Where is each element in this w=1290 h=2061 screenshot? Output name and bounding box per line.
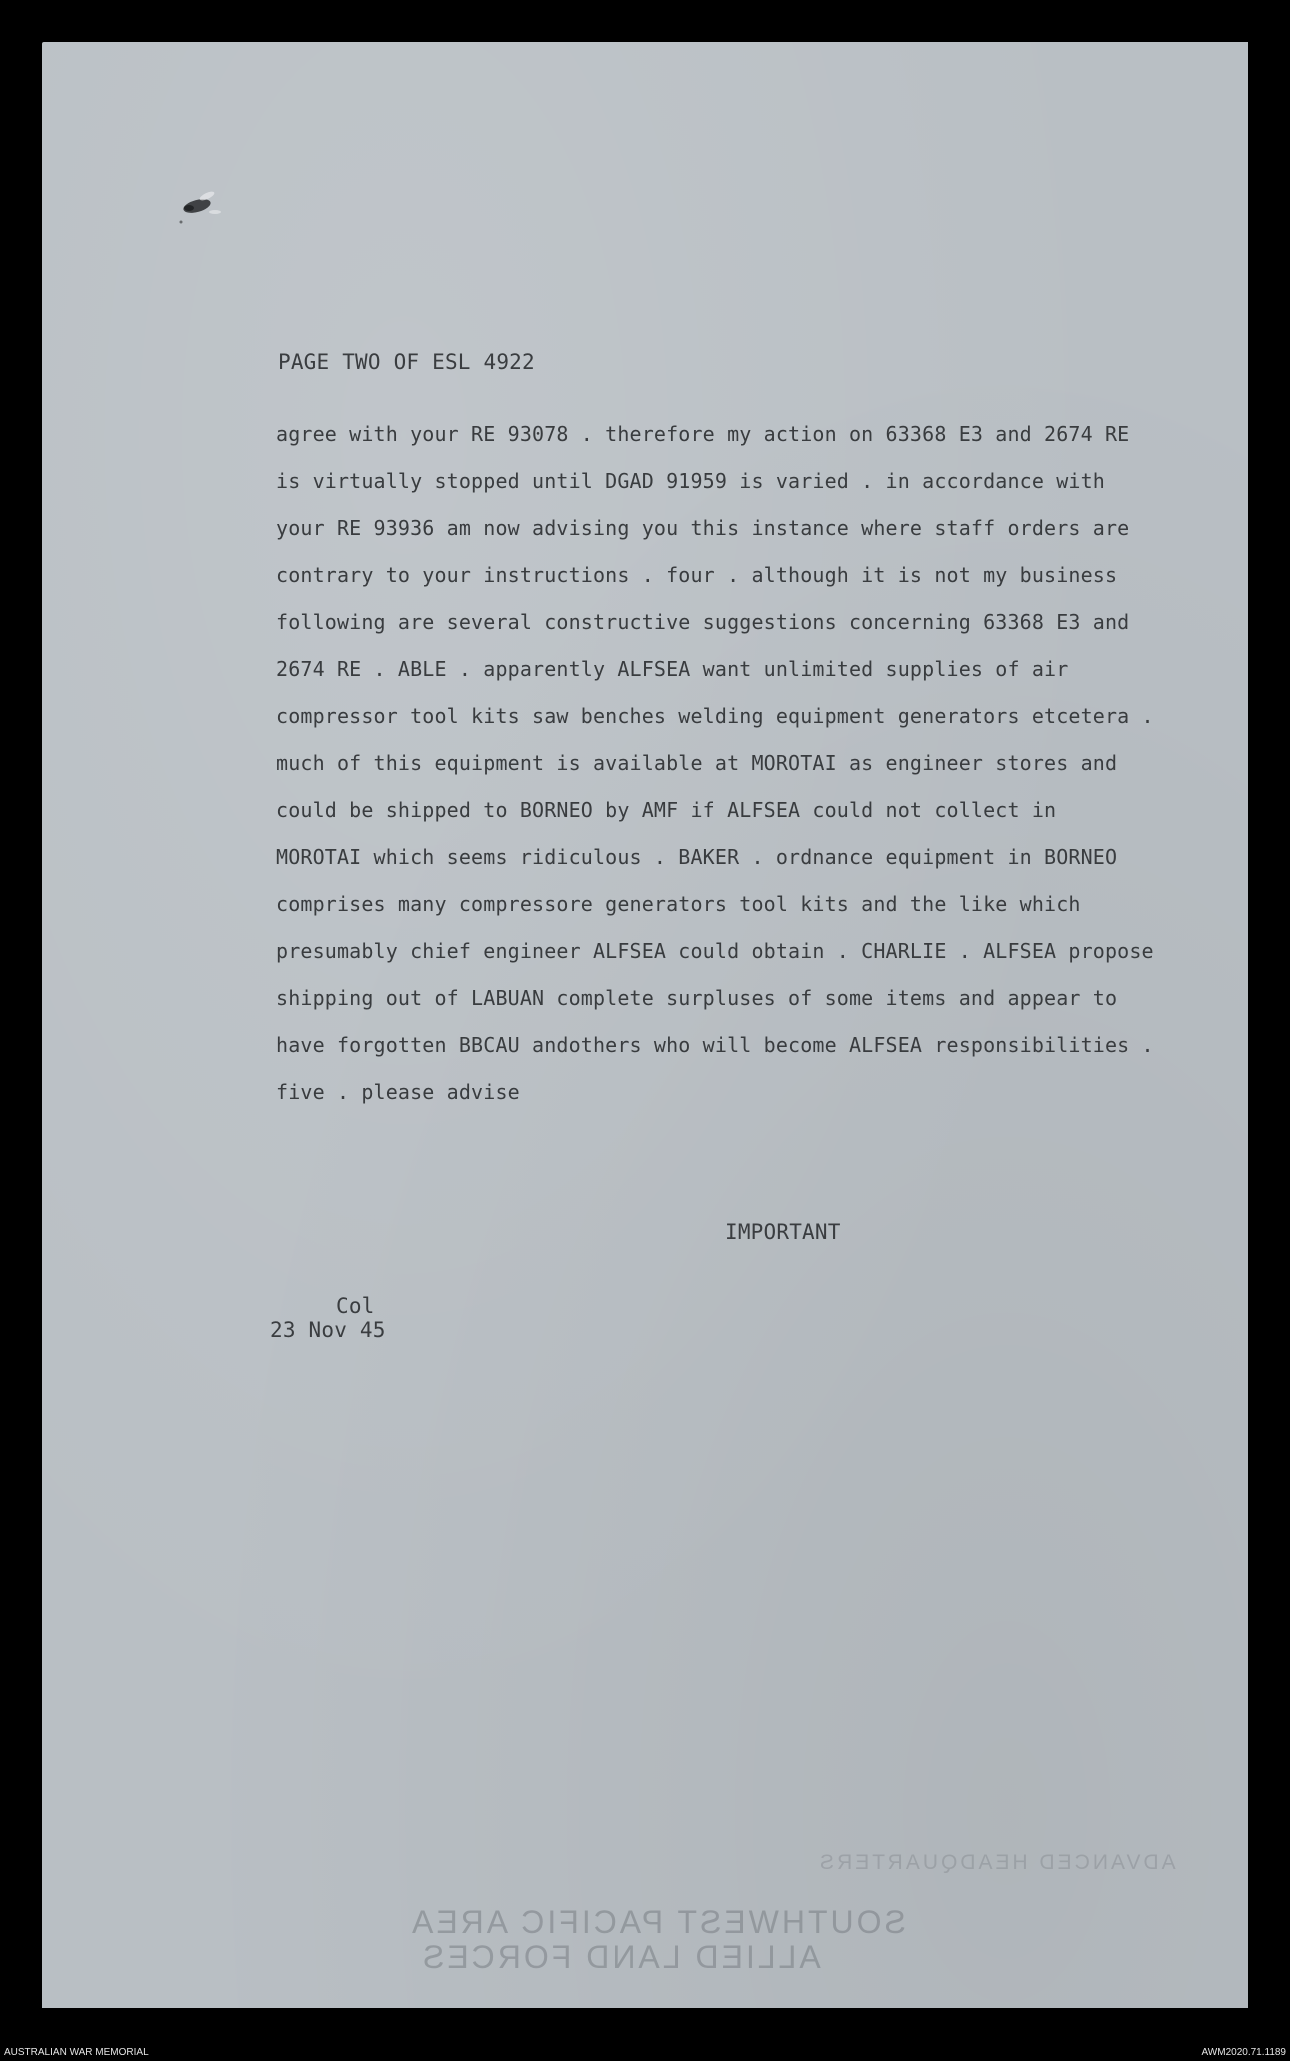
body-line: shipping out of LABUAN complete surpluses of some items and appear to	[276, 986, 1118, 1010]
body-line: much of this equipment is available at MOROTAI as engineer stores and	[276, 751, 1118, 775]
precedence-label: IMPORTANT	[725, 1220, 841, 1244]
page-header: PAGE TWO OF ESL 4922	[278, 350, 535, 374]
body-line: presumably chief engineer ALFSEA could obtain . CHARLIE . ALFSEA propose	[276, 939, 1154, 963]
body-line: 2674 RE . ABLE . apparently ALFSEA want unlimited supplies of air	[276, 657, 1069, 681]
stamp-line-swpa: SOUTHWEST PACIFIC AREA	[409, 1904, 906, 1940]
ink-smudge-icon	[167, 182, 237, 232]
stamp-line-alf: ALLIED LAND FORCES	[420, 1939, 821, 1975]
footer-accession-number: AWM2020.71.1189	[1201, 2047, 1286, 2058]
body-line: contrary to your instructions . four . although it is not my business	[276, 563, 1118, 587]
paper-sheet	[42, 42, 1248, 2008]
message-date: 23 Nov 45	[270, 1318, 386, 1342]
signature-rank: Col	[336, 1294, 375, 1318]
body-line: agree with your RE 93078 . therefore my action on 63368 E3 and 2674 RE	[276, 422, 1130, 446]
footer-institution: AUSTRALIAN WAR MEMORIAL	[4, 2047, 149, 2058]
body-line: five . please advise	[276, 1080, 520, 1104]
body-line: comprises many compressore generators tool kits and the like which	[276, 892, 1081, 916]
stamp-line-advanced-hq: ADVANCED HEADQUARTERS	[817, 1851, 1176, 1874]
body-line: compressor tool kits saw benches welding equipment generators etcetera .	[276, 704, 1154, 728]
body-line: MOROTAI which seems ridiculous . BAKER . ordnance equipment in BORNEO	[276, 845, 1118, 869]
body-line: is virtually stopped until DGAD 91959 is varied . in accordance with	[276, 469, 1105, 493]
body-line: have forgotten BBCAU andothers who will become ALFSEA responsibilities .	[276, 1033, 1154, 1057]
body-line: could be shipped to BORNEO by AMF if ALFSEA could not collect in	[276, 798, 1057, 822]
body-line: your RE 93936 am now advising you this instance where staff orders are	[276, 516, 1130, 540]
body-line: following are several constructive suggestions concerning 63368 E3 and	[276, 610, 1130, 634]
